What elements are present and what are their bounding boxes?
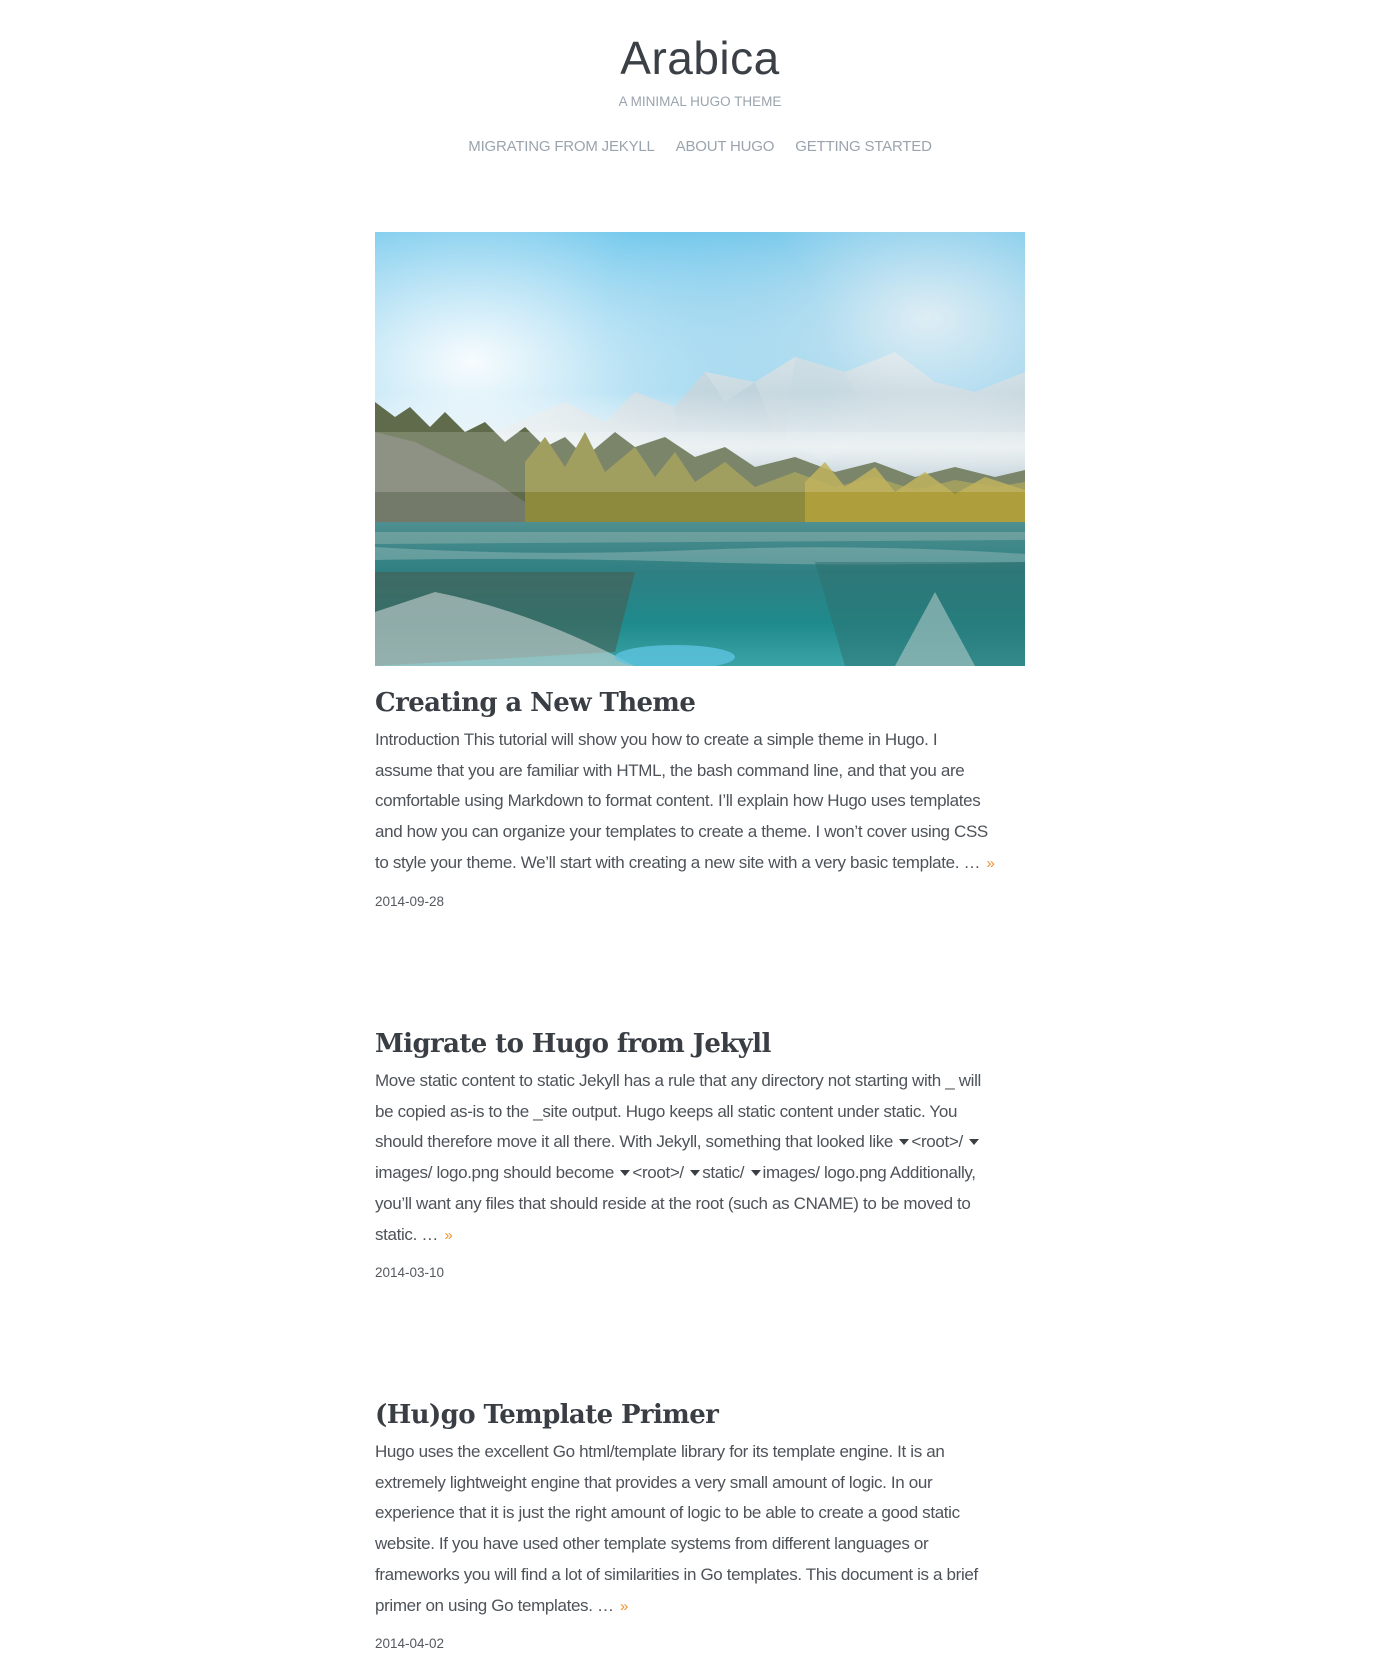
site-title-link[interactable]: Arabica [620,32,780,84]
caret-down-icon [690,1170,700,1176]
post-title-link[interactable]: Creating a New Theme [375,688,696,718]
nav-item-getting-started[interactable]: GETTING STARTED [795,138,932,155]
summary-line: extremely lightweight engine that provides a very small amount of logic. In our [375,1472,933,1492]
summary-line: static. … [375,1224,438,1244]
summary-line: assume that you are familiar with HTML, the bash command line, and that you are [375,760,965,780]
summary-line: Move static content to static Jekyll has a rule that any directory not starting with _ will [375,1071,981,1090]
post-summary [375,725,1025,880]
site-tagline: A MINIMAL HUGO THEME [618,94,782,109]
post-summary [375,1066,1025,1251]
summary-text: images/ logo.png Additionally, [762,1163,976,1183]
summary-line: primer on using Go templates. … [375,1595,614,1615]
post-summary [375,1437,1025,1622]
post-title-link[interactable]: Migrate to Hugo from Jekyll [375,1029,771,1059]
summary-line: frameworks you will find a lot of similarities in Go templates. This document is a brief [375,1564,978,1584]
summary-line: comfortable using Markdown to format content. I’ll explain how Hugo uses templates [375,791,981,811]
post-item [375,1399,1025,1652]
main-nav [0,138,1400,156]
summary-line: Hugo uses the excellent Go html/template library for its template engine. It is an [375,1442,945,1461]
post-title-link[interactable]: (Hu)go Template Primer [375,1400,719,1430]
summary-line: you’ll want any files that should reside at the root (such as CNAME) to be moved to [375,1193,971,1213]
nav-item-migrating-from-jekyll[interactable]: MIGRATING FROM JEKYLL [468,138,655,155]
summary-text: images/ logo.png should become [375,1163,614,1183]
summary-line: to style your theme. We’ll start with creating a new site with a very basic template. … [375,852,981,872]
nav-item-about-hugo[interactable]: ABOUT HUGO [675,138,775,155]
summary-text: <root>/ [632,1163,684,1183]
summary-text: <root>/ [911,1132,963,1152]
caret-down-icon [899,1139,909,1145]
post-date: 2014-09-28 [375,893,445,909]
caret-down-icon [620,1170,630,1176]
read-more-link[interactable]: » [619,1597,628,1615]
post-featured-image[interactable] [375,232,1025,666]
summary-line: and how you can organize your templates to create a theme. I won’t cover using CSS [375,822,988,842]
summary-line: be copied as-is to the _site output. Hugo keeps all static content under static. You [375,1101,958,1121]
summary-text: should therefore move it all there. With Jekyll, something that looked like [375,1132,894,1152]
post-item [375,1028,1025,1281]
post-item [375,687,1025,910]
caret-down-icon [751,1170,761,1176]
post-date: 2014-03-10 [375,1265,445,1281]
landscape-image [375,232,1025,666]
summary-line: Introduction This tutorial will show you how to create a simple theme in Hugo. I [375,730,938,749]
summary-line: website. If you have used other template systems from different languages or [375,1534,929,1554]
summary-line: experience that it is just the right amount of logic to be able to create a good static [375,1503,960,1523]
caret-down-icon [969,1139,979,1145]
read-more-link[interactable]: » [986,854,995,872]
read-more-link[interactable]: » [444,1226,453,1244]
summary-text: static/ [702,1163,745,1183]
post-date: 2014-04-02 [375,1636,445,1652]
